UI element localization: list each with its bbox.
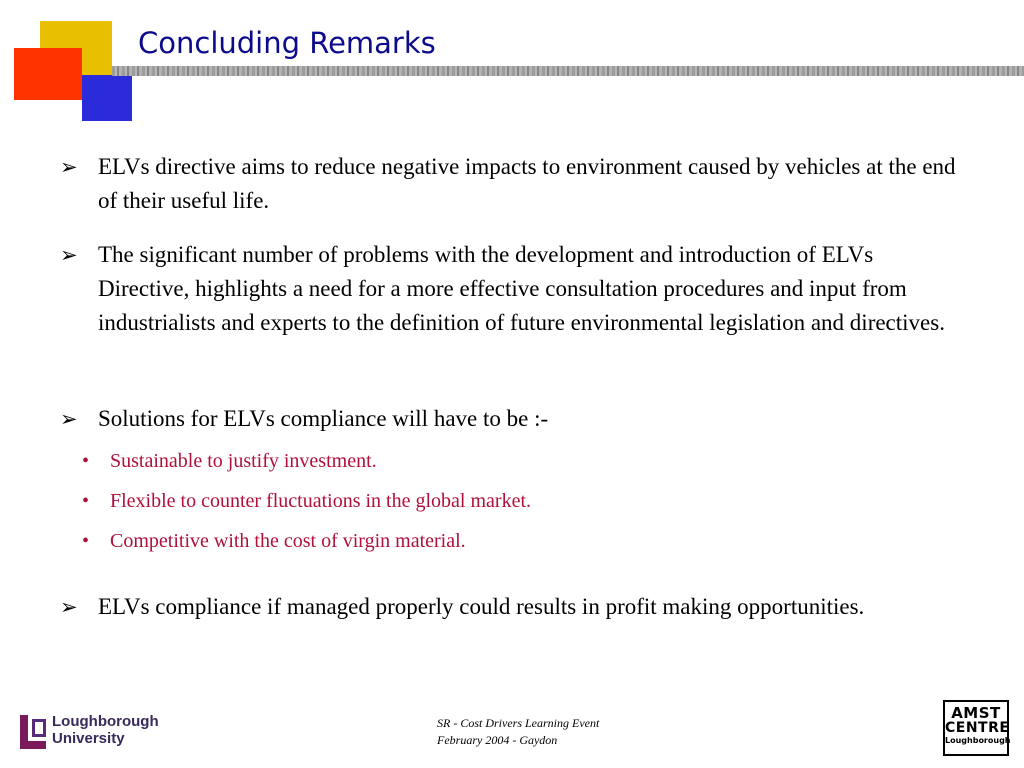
sub-bullet-item <box>82 530 466 553</box>
slide-title: Concluding Remarks <box>138 26 436 60</box>
dot-bullet-icon: • <box>82 490 90 512</box>
footer-line2: February 2004 - Gaydon <box>437 733 558 747</box>
amst-logo-line1: AMST <box>951 704 1001 722</box>
bullet-text: The significant number of problems with the development and introduction of ELVs Directive, highlights a need for a more effective consultation procedures and input from industrialists and experts to the definition of future environmental legislation and directives. <box>98 242 945 335</box>
logo-text <box>52 713 159 747</box>
footer-line1: SR - Cost Drivers Learning Event <box>437 716 600 730</box>
amst-centre-logo <box>943 700 1009 756</box>
bullet-item <box>60 238 960 340</box>
bullet-item <box>60 402 960 436</box>
bullet-item <box>60 150 960 218</box>
bullet-text: ELVs compliance if managed properly could results in profit making opportunities. <box>98 594 865 619</box>
sub-bullet-text: Flexible to counter fluctuations in the global market. <box>110 490 532 512</box>
decorative-red-square <box>14 48 82 100</box>
dot-bullet-icon: • <box>82 450 90 472</box>
university-crest-icon <box>20 715 48 749</box>
sub-bullet-text: Competitive with the cost of virgin material. <box>110 530 466 552</box>
loughborough-university-logo <box>20 713 170 753</box>
sub-bullet-text: Sustainable to justify investment. <box>110 450 377 472</box>
logo-text-line1: Loughborough <box>52 713 159 730</box>
decorative-blue-square <box>82 75 132 121</box>
arrow-bullet-icon: ➢ <box>60 407 78 431</box>
arrow-bullet-icon: ➢ <box>60 243 78 267</box>
amst-logo-line2: CENTRE <box>945 720 1010 736</box>
slide-footer <box>437 715 599 749</box>
sub-bullet-item <box>82 490 531 513</box>
sub-bullet-item <box>82 450 377 473</box>
amst-logo-line3: Loughborough <box>945 736 1011 745</box>
bullet-text: Solutions for ELVs compliance will have to be :- <box>98 406 549 431</box>
logo-text-line2: University <box>52 730 125 747</box>
title-divider <box>112 66 1024 76</box>
arrow-bullet-icon: ➢ <box>60 155 78 179</box>
bullet-item <box>60 590 940 624</box>
arrow-bullet-icon: ➢ <box>60 595 78 619</box>
dot-bullet-icon: • <box>82 530 90 552</box>
bullet-text: ELVs directive aims to reduce negative impacts to environment caused by vehicles at the end of their useful life. <box>98 154 956 213</box>
